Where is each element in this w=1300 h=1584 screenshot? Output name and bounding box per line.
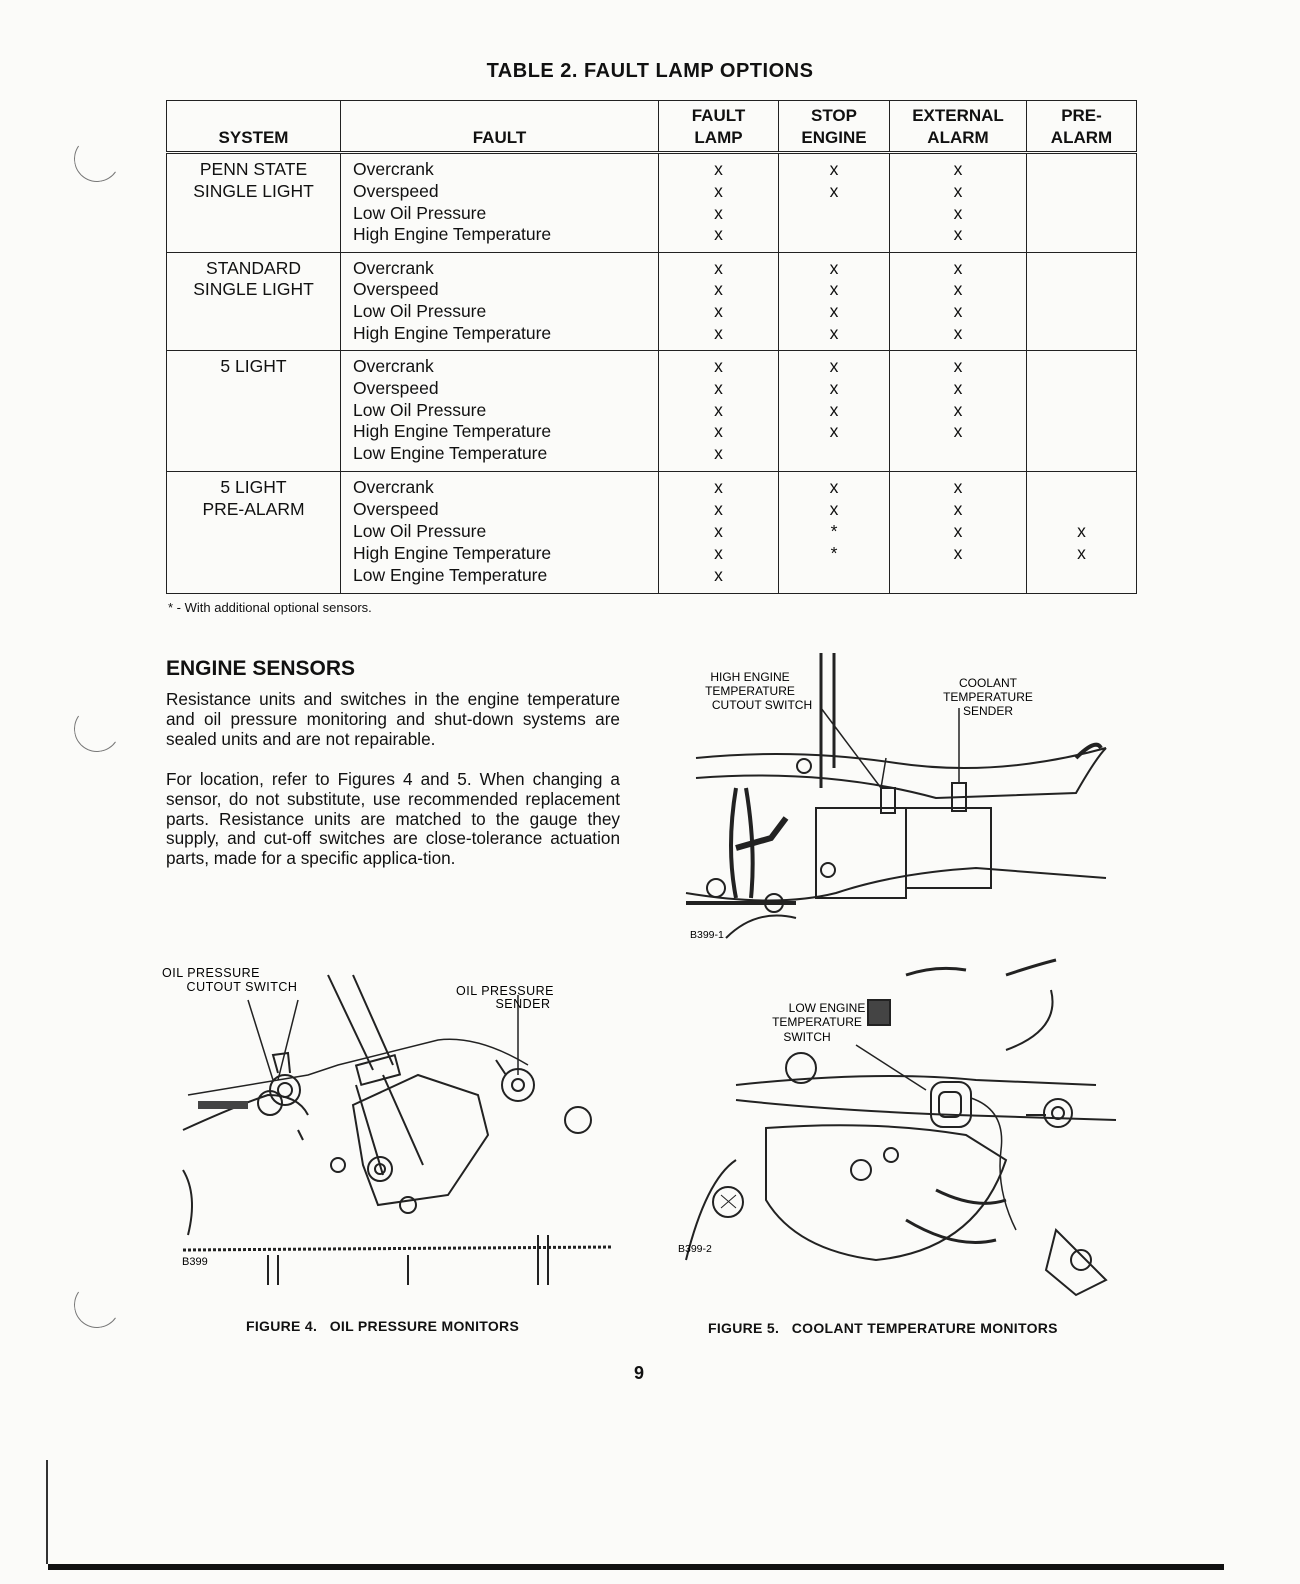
external-alarm-mark: x: [953, 301, 963, 322]
external-alarm-mark: x: [953, 377, 963, 398]
stop-engine-mark: *: [830, 521, 838, 542]
label-low-engine-temp-switch: TEMPERATURE: [772, 1015, 862, 1029]
pre-alarm-mark: [1027, 159, 1136, 181]
fault-lamp-mark: x: [714, 377, 723, 398]
fault-lamp-mark: x: [714, 477, 723, 498]
fault-name: Overcrank: [353, 477, 434, 498]
label-coolant-temp-sender: TEMPERATURE: [943, 690, 1033, 704]
external-alarm-cell: [890, 153, 1027, 253]
fault-lamp-cell: [659, 472, 779, 594]
pre-alarm-mark: [1027, 224, 1136, 246]
pre-alarm-mark: x: [1077, 521, 1086, 542]
fault-name: High Engine Temperature: [353, 224, 552, 245]
stop-engine-cell: [779, 153, 890, 253]
pre-alarm-mark: [1027, 203, 1136, 225]
system-name: PRE-ALARM: [202, 499, 305, 520]
label-oil-cutout-switch: CUTOUT SWITCH: [186, 980, 298, 994]
table-row-group: [167, 153, 1137, 253]
external-alarm-mark: x: [953, 477, 963, 498]
oil-pressure-illustration: [162, 955, 618, 1295]
external-alarm-cell: [890, 252, 1027, 350]
label-high-engine-temp-cutout: CUTOUT SWITCH: [711, 698, 813, 712]
fault-cell: [341, 153, 659, 253]
pre-alarm-mark: [1027, 378, 1136, 400]
fault-lamp-mark: x: [714, 355, 723, 376]
pre-alarm-mark: [1027, 477, 1136, 499]
pre-alarm-mark: [1027, 323, 1136, 345]
system-name: STANDARD: [206, 257, 301, 278]
external-alarm-mark: x: [953, 202, 963, 223]
stop-engine-mark: x: [829, 355, 839, 376]
label-coolant-temp-sender: COOLANT: [958, 676, 1018, 690]
binder-hole-mark: [70, 132, 123, 185]
fault-name: Overspeed: [353, 180, 439, 201]
fault-name: High Engine Temperature: [353, 421, 552, 442]
fault-lamp-mark: x: [714, 499, 723, 520]
pre-alarm-mark: [1027, 356, 1136, 378]
system-cell: [167, 153, 341, 253]
fault-name: Overcrank: [353, 159, 434, 179]
table-row-group: [167, 472, 1137, 594]
fault-name: Low Oil Pressure: [353, 521, 487, 542]
system-cell: [167, 350, 341, 472]
external-alarm-mark: x: [953, 499, 963, 520]
binder-hole-mark: [70, 1278, 123, 1331]
stop-engine-mark: x: [829, 257, 839, 278]
fault-lamp-mark: x: [714, 564, 723, 585]
fault-cell: [341, 252, 659, 350]
pre-alarm-cell: [1027, 350, 1137, 472]
stop-engine-cell: [779, 472, 890, 594]
pre-alarm-mark: [1027, 443, 1136, 465]
pre-alarm-cell: [1027, 153, 1137, 253]
figure-5-high-temp-view: [676, 648, 1126, 948]
stop-engine-mark: *: [830, 542, 838, 563]
system-name: 5 LIGHT: [220, 355, 287, 376]
fault-name: Low Oil Pressure: [353, 301, 487, 322]
label-oil-pressure-sender: SENDER: [495, 997, 551, 1011]
fault-name: Overspeed: [353, 279, 439, 300]
external-alarm-mark: x: [953, 322, 963, 343]
pre-alarm-mark: [1027, 258, 1136, 280]
label-oil-cutout-switch: OIL PRESSURE: [162, 966, 260, 980]
pre-alarm-mark: [1027, 181, 1136, 203]
fault-name: High Engine Temperature: [353, 322, 552, 343]
fault-name: Overspeed: [353, 499, 439, 520]
binder-hole-mark: [70, 702, 123, 755]
stop-engine-mark: x: [829, 499, 839, 520]
coolant-low-temp-illustration: [676, 950, 1126, 1300]
fault-lamp-table: [166, 100, 1137, 594]
pre-alarm-mark: [1027, 279, 1136, 301]
fault-cell: [341, 472, 659, 594]
external-alarm-mark: [890, 443, 1026, 465]
external-alarm-mark: x: [953, 159, 963, 179]
stop-engine-mark: x: [829, 377, 839, 398]
fault-lamp-mark: x: [714, 257, 723, 278]
external-alarm-mark: x: [953, 421, 963, 442]
fault-name: Low Oil Pressure: [353, 399, 487, 420]
system-name: 5 LIGHT: [220, 477, 287, 498]
page-edge-line: [46, 1460, 48, 1564]
fault-lamp-cell: [659, 252, 779, 350]
figure-5-low-temp-view: [676, 950, 1126, 1300]
fault-lamp-mark: x: [714, 421, 723, 442]
table-title: TABLE 2. FAULT LAMP OPTIONS: [486, 60, 814, 82]
fault-name: Low Engine Temperature: [353, 564, 548, 585]
fault-cell: [341, 350, 659, 472]
paragraph: Resistance units and switches in the engine temperature and oil pressure monitoring and shut-down systems are sealed units and are not repairable.: [166, 689, 620, 749]
pre-alarm-mark: [1027, 400, 1136, 422]
header-pre-alarm: PRE- ALARM: [1027, 101, 1137, 153]
label-low-engine-temp-switch: LOW ENGINE: [788, 1001, 866, 1015]
system-cell: [167, 472, 341, 594]
stop-engine-mark: x: [829, 421, 839, 442]
fault-lamp-mark: x: [714, 399, 723, 420]
pre-alarm-mark: x: [1077, 542, 1086, 563]
figure-code: B399-1: [690, 929, 724, 941]
external-alarm-mark: x: [953, 257, 963, 278]
fault-name: Overcrank: [353, 257, 434, 278]
stop-engine-mark: [779, 443, 889, 465]
system-name: PENN STATE: [199, 159, 308, 179]
header-fault-lamp: FAULT LAMP: [659, 101, 779, 153]
page-number: 9: [634, 1363, 645, 1383]
fault-lamp-mark: x: [714, 202, 723, 223]
fault-lamp-mark: x: [714, 322, 723, 343]
fault-lamp-mark: x: [714, 301, 723, 322]
label-low-engine-temp-switch: SWITCH: [783, 1030, 831, 1044]
stop-engine-mark: x: [829, 279, 839, 300]
pre-alarm-cell: [1027, 472, 1137, 594]
external-alarm-cell: [890, 472, 1027, 594]
label-oil-pressure-sender: OIL PRESSURE: [456, 984, 554, 998]
coolant-high-temp-illustration: [676, 648, 1126, 948]
pre-alarm-mark: [1027, 499, 1136, 521]
external-alarm-mark: x: [953, 521, 963, 542]
table-body: [167, 153, 1137, 594]
external-alarm-mark: x: [953, 224, 963, 245]
stop-engine-mark: x: [829, 301, 839, 322]
table-row-group: [167, 252, 1137, 350]
figure-4-caption: FIGURE 4. OIL PRESSURE MONITORS: [246, 1318, 520, 1334]
system-cell: [167, 252, 341, 350]
fault-name: High Engine Temperature: [353, 542, 552, 563]
header-external-alarm: EXTERNAL ALARM: [890, 101, 1027, 153]
stop-engine-mark: x: [829, 159, 839, 179]
fault-lamp-mark: x: [714, 542, 723, 563]
bottom-rule: [48, 1564, 1224, 1570]
figure-code: B399: [182, 1256, 208, 1268]
figure-5-caption: FIGURE 5. COOLANT TEMPERATURE MONITORS: [708, 1320, 1058, 1336]
stop-engine-mark: x: [829, 180, 839, 201]
stop-engine-mark: [779, 203, 889, 225]
system-name: SINGLE LIGHT: [193, 180, 314, 201]
stop-engine-mark: [779, 565, 889, 587]
fault-name: Low Engine Temperature: [353, 443, 548, 464]
external-alarm-mark: x: [953, 180, 963, 201]
stop-engine-cell: [779, 350, 890, 472]
label-high-engine-temp-cutout: TEMPERATURE: [705, 684, 795, 698]
stop-engine-mark: [779, 224, 889, 246]
fault-lamp-mark: x: [714, 224, 723, 245]
figure-code: B399-2: [678, 1243, 712, 1255]
fault-lamp-mark: x: [714, 521, 723, 542]
figure-4-oil-pressure-monitors: [162, 955, 618, 1295]
pre-alarm-mark: [1027, 421, 1136, 443]
pre-alarm-mark: [1027, 565, 1136, 587]
header-fault: FAULT: [341, 101, 659, 153]
fault-lamp-mark: x: [714, 443, 723, 464]
stop-engine-mark: x: [829, 477, 839, 498]
pre-alarm-cell: [1027, 252, 1137, 350]
stop-engine-mark: x: [829, 399, 839, 420]
section-heading: ENGINE SENSORS: [166, 657, 356, 680]
external-alarm-mark: x: [953, 399, 963, 420]
label-high-engine-temp-cutout: HIGH ENGINE: [710, 670, 790, 684]
header-system: SYSTEM: [167, 101, 341, 153]
external-alarm-mark: x: [953, 279, 963, 300]
external-alarm-cell: [890, 350, 1027, 472]
fault-lamp-cell: [659, 153, 779, 253]
table-footnote: * - With additional optional sensors.: [168, 600, 372, 615]
fault-lamp-mark: x: [714, 279, 723, 300]
external-alarm-mark: x: [953, 542, 963, 563]
external-alarm-mark: x: [953, 355, 963, 376]
table-row-group: [167, 350, 1137, 472]
fault-name: Low Oil Pressure: [353, 202, 487, 223]
pre-alarm-mark: [1027, 301, 1136, 323]
fault-name: Overspeed: [353, 377, 439, 398]
paragraph: For location, refer to Figures 4 and 5. When changing a sensor, do not substitute, use recommended replacement parts. Resistance units are matched to the gauge they supply, and cut-off switches are close-tolerance actuation parts, made for a specific applica-tion.: [166, 769, 620, 869]
system-name: SINGLE LIGHT: [193, 279, 314, 300]
external-alarm-mark: [890, 565, 1026, 587]
label-coolant-temp-sender: SENDER: [962, 704, 1014, 718]
header-stop-engine: STOP ENGINE: [779, 101, 890, 153]
stop-engine-mark: x: [829, 322, 839, 343]
fault-name: Overcrank: [353, 355, 434, 376]
fault-lamp-cell: [659, 350, 779, 472]
fault-lamp-mark: x: [714, 159, 723, 179]
fault-lamp-mark: x: [714, 180, 723, 201]
stop-engine-cell: [779, 252, 890, 350]
